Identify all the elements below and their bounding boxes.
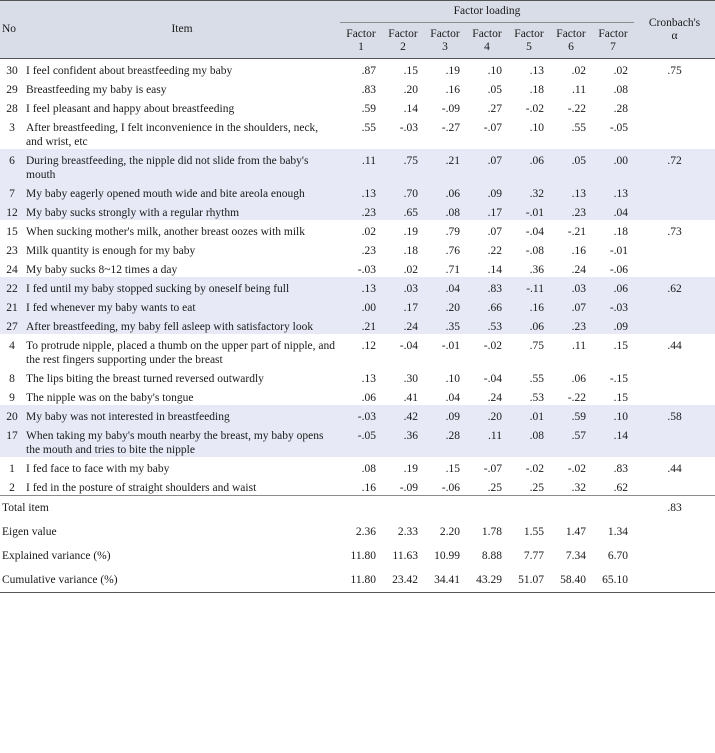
factor-2-loading: .15 — [403, 65, 418, 77]
summary-factor-3-value: 34.41 — [424, 568, 466, 593]
summary-label: Cumulative variance (%) — [0, 568, 340, 593]
factor-6-loading: .11 — [572, 340, 586, 352]
factor-3-loading: .28 — [424, 424, 466, 457]
factor-4-loading: .07 — [466, 149, 508, 182]
table-row — [0, 116, 715, 149]
col-header-factor-loading: Factor loading — [340, 1, 634, 23]
col-header-factor-4 — [466, 23, 508, 59]
table-row — [0, 315, 715, 334]
factor-1-loading: -.03 — [340, 405, 382, 424]
factor-4-loading: .05 — [487, 84, 502, 96]
factor-2-loading: .75 — [382, 149, 424, 182]
summary-factor-5-value: 7.77 — [523, 550, 544, 562]
factor-2-loading: .19 — [403, 463, 418, 475]
summary-factor-5-value: 1.55 — [523, 526, 544, 538]
factor-1-loading: .12 — [361, 340, 376, 352]
factor-number: 5 — [526, 40, 532, 53]
item-number: 7 — [0, 182, 24, 201]
factor-4-loading: .22 — [487, 245, 502, 257]
factor-7-loading: .28 — [613, 103, 629, 115]
alpha-label: Cronbach's — [648, 16, 701, 29]
factor-2-loading: .20 — [403, 84, 418, 96]
factor-5-loading: .16 — [508, 296, 550, 315]
item-number: 30 — [6, 65, 18, 77]
factor-4-loading: .83 — [466, 277, 508, 296]
factor-3-loading: .06 — [424, 182, 466, 201]
summary-factor-3-value: 2.20 — [439, 526, 460, 538]
factor-1-loading: .23 — [340, 201, 382, 220]
summary-factor-1-value — [340, 496, 382, 521]
factor-7-loading: .83 — [613, 463, 629, 475]
table-row — [0, 405, 715, 424]
factor-1-loading: .21 — [340, 315, 382, 334]
item-number: 28 — [6, 103, 18, 115]
item-text: I fed in the posture of straight shoulders and waist — [26, 482, 257, 494]
factor-1-loading: .00 — [340, 296, 382, 315]
factor-6-loading: .07 — [550, 296, 592, 315]
factor-2-loading: .41 — [403, 392, 418, 404]
table-body — [0, 59, 715, 593]
summary-alpha-value — [634, 568, 715, 593]
factor-4-loading: .24 — [487, 392, 502, 404]
factor-number: 7 — [610, 40, 616, 53]
cronbach-alpha-value: .62 — [634, 277, 715, 296]
item-text: Milk quantity is enough for my baby — [26, 245, 196, 257]
factor-6-loading: .55 — [571, 122, 586, 134]
factor-number: 3 — [442, 40, 448, 53]
factor-2-loading: .02 — [403, 264, 418, 276]
factor-6-loading: .13 — [550, 182, 592, 201]
cronbach-alpha-value — [634, 97, 715, 116]
col-header-factor-7 — [592, 23, 634, 59]
item-number: 9 — [9, 392, 15, 404]
factor-5-loading: -.02 — [525, 103, 544, 115]
summary-factor-5-value: 51.07 — [508, 568, 550, 593]
summary-alpha-value: .83 — [634, 496, 715, 521]
item-text: Breastfeeding my baby is easy — [26, 84, 167, 96]
cronbach-alpha-value — [634, 78, 715, 97]
factor-2-loading: .65 — [382, 201, 424, 220]
factor-3-loading: .09 — [424, 405, 466, 424]
factor-5-loading: -.01 — [508, 201, 550, 220]
factor-1-loading: .08 — [361, 463, 376, 475]
factor-6-loading: .16 — [571, 245, 586, 257]
col-header-item: Item — [24, 1, 340, 59]
factor-7-loading: -.01 — [609, 245, 629, 257]
factor-word: Factor — [346, 27, 376, 40]
factor-5-loading: .06 — [508, 149, 550, 182]
item-text: When taking my baby's mouth nearby the breast, my baby opens the mouth and tries to bite the nipple — [24, 424, 340, 457]
summary-label: Total item — [0, 496, 340, 521]
factor-4-loading: .66 — [466, 296, 508, 315]
factor-5-loading: .32 — [508, 182, 550, 201]
factor-4-loading: .11 — [466, 424, 508, 457]
factor-6-loading: .59 — [550, 405, 592, 424]
factor-2-loading: .24 — [382, 315, 424, 334]
summary-factor-2-value: 23.42 — [382, 568, 424, 593]
cronbach-alpha-value: .75 — [667, 65, 682, 77]
table-row — [0, 296, 715, 315]
item-text: I fed whenever my baby wants to eat — [24, 296, 340, 315]
cronbach-alpha-value — [634, 182, 715, 201]
summary-factor-3-value — [424, 496, 466, 521]
factor-6-loading: .11 — [572, 84, 586, 96]
factor-3-loading: .04 — [424, 277, 466, 296]
summary-factor-1-value: 11.80 — [340, 568, 382, 593]
summary-factor-1-value: 2.36 — [355, 526, 376, 538]
table-header — [0, 1, 715, 59]
factor-1-loading: .16 — [361, 482, 376, 494]
summary-row — [0, 544, 715, 568]
factor-7-loading: .15 — [613, 340, 629, 352]
factor-5-loading: .36 — [529, 264, 544, 276]
item-text: To protrude nipple, placed a thumb on the upper part of nipple, and the rest fingers supporting under the breast — [26, 340, 335, 366]
table-row — [0, 476, 715, 496]
factor-2-loading: .17 — [382, 296, 424, 315]
item-text: The nipple was on the baby's tongue — [26, 392, 194, 404]
cronbach-alpha-value: .44 — [667, 463, 682, 475]
factor-7-loading: -.05 — [609, 122, 629, 134]
summary-alpha-value — [634, 544, 715, 568]
summary-label: Eigen value — [2, 526, 57, 538]
factor-6-loading: .05 — [550, 149, 592, 182]
factor-7-loading: .06 — [592, 277, 634, 296]
factor-6-loading: -.22 — [567, 392, 586, 404]
factor-5-loading: -.11 — [508, 277, 550, 296]
summary-factor-1-value: 11.80 — [350, 550, 376, 562]
summary-factor-4-value: 43.29 — [466, 568, 508, 593]
item-text: My baby sucks strongly with a regular rhythm — [24, 201, 340, 220]
factor-1-loading: .83 — [361, 84, 376, 96]
cronbach-alpha-value — [634, 367, 715, 386]
factor-1-loading: -.03 — [357, 264, 376, 276]
factor-3-loading: .21 — [424, 149, 466, 182]
factor-2-loading: .30 — [403, 373, 418, 385]
factor-4-loading: .14 — [487, 264, 502, 276]
factor-1-loading: -.05 — [340, 424, 382, 457]
item-number: 2 — [9, 482, 15, 494]
factor-number: 1 — [358, 40, 364, 53]
item-number: 6 — [0, 149, 24, 182]
table-row — [0, 149, 715, 182]
factor-3-loading: .15 — [445, 463, 460, 475]
factor-2-loading: -.03 — [399, 122, 418, 134]
factor-7-loading: -.06 — [609, 264, 629, 276]
summary-factor-2-value — [382, 496, 424, 521]
factor-3-loading: .16 — [445, 84, 460, 96]
factor-2-loading: .18 — [403, 245, 418, 257]
summary-factor-2-value: 2.33 — [397, 526, 418, 538]
col-header-factor-2 — [382, 23, 424, 59]
table-row — [0, 457, 715, 476]
item-text: During breastfeeding, the nipple did not slide from the baby's mouth — [24, 149, 340, 182]
factor-1-loading: .13 — [361, 373, 376, 385]
factor-word: Factor — [388, 27, 418, 40]
item-number: 21 — [0, 296, 24, 315]
item-text: When sucking mother's milk, another breast oozes with milk — [26, 226, 305, 238]
factor-7-loading: .02 — [613, 65, 629, 77]
factor-5-loading: .10 — [529, 122, 544, 134]
factor-word: Factor — [598, 27, 628, 40]
factor-word: Factor — [472, 27, 502, 40]
factor-3-loading: .20 — [424, 296, 466, 315]
item-text: The lips biting the breast turned reversed outwardly — [26, 373, 264, 385]
factor-2-loading: -.09 — [399, 482, 418, 494]
factor-6-loading: .06 — [571, 373, 586, 385]
factor-1-loading: .59 — [361, 103, 376, 115]
factor-4-loading: -.04 — [483, 373, 502, 385]
factor-4-loading: .20 — [466, 405, 508, 424]
factor-5-loading: -.04 — [525, 226, 544, 238]
summary-row — [0, 568, 715, 593]
cronbach-alpha-value: .73 — [667, 226, 682, 238]
item-number: 12 — [0, 201, 24, 220]
factor-6-loading: -.21 — [567, 226, 586, 238]
factor-7-loading: -.15 — [609, 373, 629, 385]
item-text: I fed face to face with my baby — [26, 463, 170, 475]
item-number: 4 — [9, 340, 15, 352]
factor-7-loading: .18 — [613, 226, 629, 238]
factor-1-loading: .13 — [340, 182, 382, 201]
col-header-factor-5 — [508, 23, 550, 59]
factor-1-loading: .06 — [361, 392, 376, 404]
item-number: 17 — [0, 424, 24, 457]
factor-5-loading: .55 — [529, 373, 544, 385]
factor-3-loading: -.27 — [441, 122, 460, 134]
item-text: I feel confident about breastfeeding my baby — [26, 65, 233, 77]
factor-5-loading: -.02 — [525, 463, 544, 475]
summary-factor-6-value: 58.40 — [550, 568, 592, 593]
factor-5-loading: .01 — [508, 405, 550, 424]
factor-2-loading: .36 — [382, 424, 424, 457]
factor-4-loading: -.02 — [483, 340, 502, 352]
factor-3-loading: -.01 — [441, 340, 460, 352]
item-text: After breastfeeding, my baby fell asleep with satisfactory look — [24, 315, 340, 334]
summary-factor-7-value: 6.70 — [607, 550, 629, 562]
table-row — [0, 97, 715, 116]
factor-6-loading: -.22 — [567, 103, 586, 115]
summary-factor-4-value — [466, 496, 508, 521]
factor-7-loading: .62 — [613, 482, 629, 494]
factor-4-loading: -.07 — [483, 463, 502, 475]
factor-6-loading: .23 — [550, 201, 592, 220]
factor-1-loading: .13 — [340, 277, 382, 296]
factor-7-loading: .10 — [592, 405, 634, 424]
table-row — [0, 367, 715, 386]
col-header-no: No — [0, 1, 24, 59]
factor-6-loading: .24 — [571, 264, 586, 276]
factor-4-loading: .27 — [487, 103, 502, 115]
factor-7-loading: -.03 — [592, 296, 634, 315]
factor-3-loading: .10 — [445, 373, 460, 385]
factor-5-loading: .18 — [529, 84, 544, 96]
summary-factor-3-value: 10.99 — [434, 550, 460, 562]
factor-1-loading: .23 — [361, 245, 376, 257]
factor-7-loading: .00 — [592, 149, 634, 182]
cronbach-alpha-value — [634, 296, 715, 315]
factor-7-loading: .04 — [592, 201, 634, 220]
table-row — [0, 78, 715, 97]
factor-4-loading: .10 — [487, 65, 502, 77]
summary-factor-7-value: 1.34 — [607, 526, 629, 538]
factor-4-loading: -.07 — [483, 122, 502, 134]
item-text: I feel pleasant and happy about breastfeeding — [26, 103, 235, 115]
table-row — [0, 239, 715, 258]
factor-5-loading: .25 — [529, 482, 544, 494]
item-number: 24 — [6, 264, 18, 276]
factor-word: Factor — [514, 27, 544, 40]
item-text: My baby was not interested in breastfeeding — [24, 405, 340, 424]
factor-5-loading: .08 — [508, 424, 550, 457]
factor-7-loading: .14 — [592, 424, 634, 457]
factor-6-loading: .57 — [550, 424, 592, 457]
cronbach-alpha-value: .72 — [634, 149, 715, 182]
table-row — [0, 220, 715, 239]
cronbach-alpha-value — [634, 239, 715, 258]
factor-4-loading: .09 — [466, 182, 508, 201]
item-number: 1 — [9, 463, 15, 475]
factor-6-loading: -.02 — [567, 463, 586, 475]
item-number: 23 — [6, 245, 18, 257]
factor-5-loading: .75 — [529, 340, 544, 352]
factor-4-loading: .17 — [466, 201, 508, 220]
factor-2-loading: -.04 — [399, 340, 418, 352]
factor-3-loading: .08 — [424, 201, 466, 220]
table-row — [0, 258, 715, 277]
item-number: 15 — [6, 226, 18, 238]
item-text: I fed until my baby stopped sucking by oneself being full — [24, 277, 340, 296]
factor-2-loading: .19 — [403, 226, 418, 238]
factor-6-loading: .23 — [550, 315, 592, 334]
factor-7-loading: .08 — [613, 84, 629, 96]
item-number: 27 — [0, 315, 24, 334]
col-header-cronbach-alpha — [634, 1, 715, 59]
factor-5-loading: .53 — [529, 392, 544, 404]
table-row — [0, 201, 715, 220]
factor-6-loading: .02 — [571, 65, 586, 77]
factor-3-loading: .04 — [445, 392, 460, 404]
item-text: After breastfeeding, I felt inconvenience in the shoulders, neck, and wrist, etc — [26, 122, 319, 148]
factor-4-loading: .25 — [487, 482, 502, 494]
table-row — [0, 59, 715, 79]
factor-6-loading: .32 — [571, 482, 586, 494]
col-header-factor-3 — [424, 23, 466, 59]
factor-3-loading: .35 — [424, 315, 466, 334]
factor-7-loading: .13 — [592, 182, 634, 201]
item-number: 3 — [9, 122, 15, 134]
factor-word: Factor — [430, 27, 460, 40]
table-row — [0, 386, 715, 405]
summary-factor-6-value: 1.47 — [565, 526, 586, 538]
cronbach-alpha-value: .58 — [634, 405, 715, 424]
factor-4-loading: .07 — [487, 226, 502, 238]
factor-1-loading: .87 — [361, 65, 376, 77]
item-number: 22 — [0, 277, 24, 296]
cronbach-alpha-value — [634, 476, 715, 496]
cronbach-alpha-value — [634, 424, 715, 457]
summary-factor-5-value — [508, 496, 550, 521]
summary-factor-2-value: 11.63 — [392, 550, 418, 562]
factor-5-loading: -.08 — [525, 245, 544, 257]
item-number: 20 — [0, 405, 24, 424]
factor-4-loading: .53 — [466, 315, 508, 334]
factor-2-loading: .70 — [382, 182, 424, 201]
summary-factor-6-value: 7.34 — [565, 550, 586, 562]
summary-factor-7-value: 65.10 — [592, 568, 634, 593]
table-row — [0, 277, 715, 296]
table-row — [0, 182, 715, 201]
cronbach-alpha-value — [634, 201, 715, 220]
factor-7-loading: .09 — [592, 315, 634, 334]
col-header-factor-1 — [340, 23, 382, 59]
alpha-symbol: α — [671, 29, 678, 42]
factor-6-loading: .03 — [550, 277, 592, 296]
col-header-factor-6 — [550, 23, 592, 59]
factor-3-loading: -.09 — [441, 103, 460, 115]
factor-number: 6 — [568, 40, 574, 53]
summary-factor-4-value: 1.78 — [481, 526, 502, 538]
cronbach-alpha-value — [634, 116, 715, 149]
cronbach-alpha-value — [634, 315, 715, 334]
cronbach-alpha-value: .44 — [667, 340, 682, 352]
factor-5-loading: .13 — [529, 65, 544, 77]
table-row — [0, 334, 715, 367]
factor-5-loading: .06 — [508, 315, 550, 334]
item-text: My baby sucks 8~12 times a day — [26, 264, 178, 276]
summary-alpha-value — [634, 520, 715, 544]
factor-3-loading: .79 — [445, 226, 460, 238]
summary-factor-4-value: 8.88 — [481, 550, 502, 562]
table-row — [0, 424, 715, 457]
factor-2-loading: .03 — [382, 277, 424, 296]
factor-word: Factor — [556, 27, 586, 40]
factor-3-loading: -.06 — [441, 482, 460, 494]
factor-3-loading: .71 — [445, 264, 460, 276]
summary-factor-7-value — [592, 496, 634, 521]
factor-2-loading: .14 — [403, 103, 418, 115]
cronbach-alpha-value — [634, 258, 715, 277]
factor-number: 4 — [484, 40, 490, 53]
factor-number: 2 — [400, 40, 406, 53]
cronbach-alpha-value — [634, 386, 715, 405]
item-number: 29 — [6, 84, 18, 96]
summary-factor-6-value — [550, 496, 592, 521]
summary-row — [0, 520, 715, 544]
summary-row — [0, 496, 715, 521]
factor-2-loading: .42 — [382, 405, 424, 424]
factor-3-loading: .76 — [445, 245, 460, 257]
item-text: My baby eagerly opened mouth wide and bite areola enough — [24, 182, 340, 201]
factor-7-loading: .15 — [613, 392, 629, 404]
factor-1-loading: .11 — [340, 149, 382, 182]
summary-label: Explained variance (%) — [2, 550, 111, 562]
factor-1-loading: .02 — [361, 226, 376, 238]
factor-1-loading: .55 — [361, 122, 376, 134]
factor-3-loading: .19 — [445, 65, 460, 77]
item-number: 8 — [9, 373, 15, 385]
